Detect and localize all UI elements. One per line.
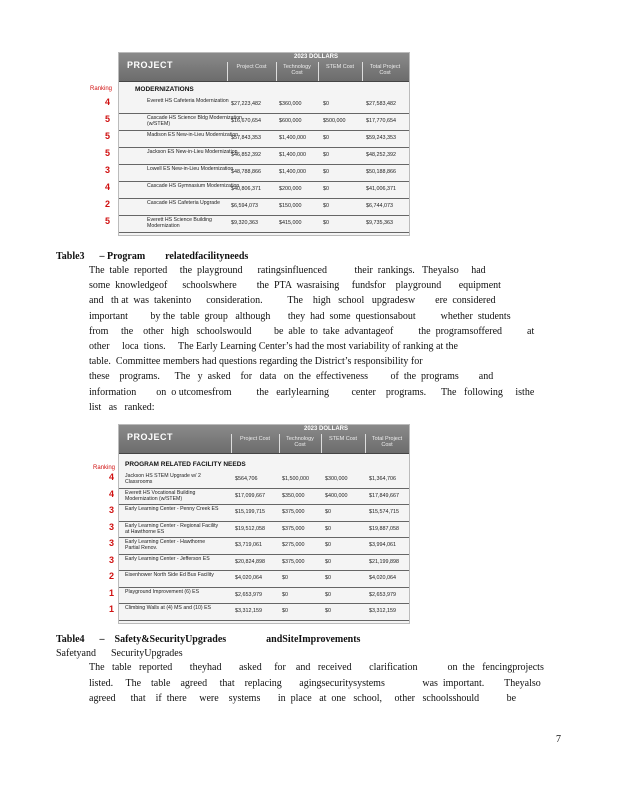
stem-cost-cell: $0 — [323, 220, 329, 226]
paragraph-line: listed. The table agreed that replacing agingsecuritysystems was important. Theyalso — [89, 677, 541, 689]
paragraph-line: important by the table group although they had some questionsabout whether students — [89, 310, 511, 322]
stem-cost-cell: $0 — [325, 575, 331, 581]
table4-heading: Table4 – Safety&SecurityUpgrades andSiteImprovements — [56, 634, 361, 645]
project-name: Jackson HS STEM Upgrade w/ 2 Classrooms — [125, 473, 201, 485]
table-row — [119, 587, 409, 605]
project-name: Cascade HS Gymnasium Modernization — [147, 183, 240, 189]
ranking-number: 5 — [105, 148, 111, 158]
project-name: Jackson ES New-in-Lieu Modernization — [147, 149, 238, 155]
project-cost-cell: $40,806,371 — [231, 186, 261, 192]
total-cost-cell: $19,887,058 — [369, 525, 399, 532]
table-row — [119, 164, 409, 182]
ranking-number: 2 — [109, 571, 115, 581]
project-cost-cell: $4,020,064 — [235, 575, 262, 581]
project-cost-cell: $20,824,898 — [235, 558, 265, 565]
table-row — [119, 603, 409, 621]
technology-cost-cell: $375,000 — [282, 525, 305, 532]
project-cost-cell: $2,653,979 — [235, 591, 262, 598]
col-project-cost: Project Cost — [236, 64, 267, 70]
section-title: MODERNIZATIONS — [135, 86, 194, 93]
ranking-number: 5 — [105, 216, 111, 226]
paragraph-line: and th at was takeninto consideration. The high school upgradesw ere considered — [89, 295, 496, 307]
stem-cost-cell: $300,000 — [325, 476, 348, 482]
ranking-number: 3 — [109, 554, 115, 565]
project-name: Everett HS Science Building Modernization — [147, 217, 212, 229]
total-cost-cell: $1,364,706 — [369, 476, 396, 482]
ranking-number: 3 — [109, 505, 115, 515]
total-cost-cell: $3,312,159 — [369, 608, 396, 614]
paragraph-line: these programs. The y asked for data on the effectiveness of the programs and — [89, 371, 494, 383]
project-cost-cell: $564,706 — [235, 476, 258, 482]
table-row — [119, 113, 409, 131]
table-row — [119, 96, 409, 114]
project-cost-cell: $15,199,715 — [235, 509, 265, 515]
technology-cost-cell: $0 — [282, 608, 288, 614]
total-cost-cell: $21,199,898 — [369, 558, 399, 565]
project-header: PROJECT — [127, 432, 174, 442]
technology-cost-cell: $600,000 — [279, 118, 302, 124]
table-row — [119, 130, 409, 148]
project-name: Everett HS Vocational Building Modernization (w/STEM) — [125, 489, 196, 502]
total-cost-cell: $17,849,667 — [369, 492, 399, 499]
project-name: Early Learning Center - Jefferson ES — [125, 555, 210, 562]
ranking-number: 2 — [105, 199, 111, 209]
table-row — [119, 488, 409, 506]
technology-cost-cell: $375,000 — [282, 558, 305, 565]
project-cost-cell: $6,594,073 — [231, 203, 258, 209]
stem-cost-cell: $0 — [325, 608, 331, 614]
paragraph-line: list as ranked: — [89, 401, 155, 413]
paragraph-line: table. Committee members had questions regarding the District’s responsibility for — [89, 356, 423, 368]
project-cost-cell: $57,843,353 — [231, 135, 261, 141]
stem-cost-cell: $0 — [325, 525, 331, 532]
ranking-number: 4 — [105, 182, 111, 192]
project-name: Early Learning Center - Regional Facility at Hawthorne ES — [125, 522, 219, 535]
total-cost-cell: $3,994,061 — [369, 542, 396, 548]
project-cost-cell: $3,719,061 — [235, 542, 262, 548]
technology-cost-cell: $1,500,000 — [282, 476, 309, 482]
table-row — [119, 215, 409, 233]
table-row — [119, 521, 409, 539]
ranking-label: Ranking — [93, 465, 116, 471]
project-cost-cell: $16,670,654 — [231, 118, 261, 124]
dollars-header: 2023 DOLLARS — [294, 54, 339, 60]
col-total-cost: Total Project Cost — [369, 64, 401, 76]
col-technology-cost: Technology Cost — [283, 64, 311, 76]
stem-cost-cell: $0 — [323, 186, 329, 192]
page-number: 7 — [556, 734, 561, 745]
modernizations-table-image — [118, 52, 410, 236]
technology-cost-cell: $1,400,000 — [279, 152, 306, 158]
project-name: Early Learning Center - Hawthorne Partial Renov. — [125, 539, 206, 551]
project-cost-cell: $9,320,363 — [231, 220, 258, 226]
project-name: Cascade HS Science Bldg Modernization (w/STEM) — [147, 115, 242, 127]
project-header: PROJECT — [127, 60, 174, 70]
paragraph-line: The table reported the playground ratingsinfluenced their rankings. Theyalso had — [89, 265, 486, 276]
project-name: Cascade HS Cafeteria Upgrade — [147, 200, 220, 206]
ranking-number: 3 — [109, 521, 115, 532]
stem-cost-cell: $0 — [325, 591, 331, 598]
stem-cost-cell: $0 — [325, 542, 331, 548]
project-cost-cell: $27,223,482 — [231, 101, 261, 107]
ranking-number: 1 — [109, 604, 115, 614]
table-row — [119, 570, 409, 588]
col-technology-cost: Technology Cost — [286, 436, 314, 448]
ranking-number: 1 — [109, 587, 115, 598]
paragraph-line: agreed that if there were systems in place at one school, other schoolsshould be — [89, 693, 517, 704]
table-header — [119, 425, 409, 454]
project-name: Madison ES New-in-Lieu Modernization — [147, 132, 239, 138]
paragraph-line: information on o utcomesfrom the earlylearning center programs. The following isthe — [89, 386, 535, 398]
technology-cost-cell: $415,000 — [279, 220, 302, 226]
ranking-number: 4 — [109, 472, 115, 482]
stem-cost-cell: $0 — [323, 135, 329, 141]
paragraph-line: some knowledgeof schoolswhere the PTA wasraising fundsfor playground equipment — [89, 280, 501, 292]
technology-cost-cell: $0 — [282, 575, 288, 581]
total-cost-cell: $4,020,064 — [369, 575, 396, 581]
table-row — [119, 504, 409, 522]
total-cost-cell: $27,583,482 — [366, 101, 396, 107]
col-stem-cost: STEM Cost — [325, 64, 355, 70]
technology-cost-cell: $1,400,000 — [279, 169, 306, 175]
total-cost-cell: $15,574,715 — [369, 509, 399, 515]
table-row — [119, 181, 409, 199]
technology-cost-cell: $0 — [282, 591, 288, 598]
table4-subheading: Safetyand SecurityUpgrades — [56, 648, 183, 659]
project-cost-cell: $17,099,667 — [235, 492, 265, 499]
ranking-number: 3 — [109, 538, 115, 548]
ranking-label: Ranking — [90, 86, 113, 92]
ranking-number: 5 — [105, 131, 111, 141]
section-title: PROGRAM RELATED FACILITY NEEDS — [125, 461, 246, 468]
stem-cost-cell: $0 — [323, 169, 329, 175]
project-cost-cell: $48,788,866 — [231, 169, 261, 175]
table-header — [119, 53, 409, 82]
table-row — [119, 537, 409, 555]
technology-cost-cell: $1,400,000 — [279, 135, 306, 141]
project-cost-cell: $46,852,392 — [231, 152, 261, 158]
stem-cost-cell: $500,000 — [323, 118, 346, 124]
stem-cost-cell: $0 — [323, 203, 329, 209]
project-name: Early Learning Center - Penny Creek ES — [125, 506, 219, 512]
project-cost-cell: $19,512,058 — [235, 525, 265, 532]
stem-cost-cell: $0 — [323, 101, 329, 107]
project-name: Climbing Walls at (4) MS and (10) ES — [125, 605, 212, 611]
col-project-cost: Project Cost — [240, 436, 270, 442]
dollars-header: 2023 DOLLARS — [304, 426, 349, 432]
total-cost-cell: $2,653,979 — [369, 591, 396, 598]
project-name: Playground Improvement (6) ES — [125, 588, 200, 595]
ranking-number: 5 — [105, 114, 111, 124]
total-cost-cell: $17,770,654 — [366, 118, 396, 124]
total-cost-cell: $6,744,073 — [366, 203, 393, 209]
total-cost-cell: $9,735,363 — [366, 220, 393, 226]
technology-cost-cell: $375,000 — [282, 509, 305, 515]
total-cost-cell: $41,006,371 — [366, 186, 396, 192]
technology-cost-cell: $150,000 — [279, 203, 302, 209]
ranking-number: 4 — [109, 488, 115, 499]
stem-cost-cell: $0 — [325, 509, 331, 515]
technology-cost-cell: $200,000 — [279, 186, 302, 192]
table3-heading: Table3 – Program relatedfacilityneeds — [56, 251, 249, 262]
project-name: Everett HS Cafeteria Modernization — [147, 98, 229, 104]
project-name: Eisenhower North Side Ed Bus Facility — [125, 572, 214, 578]
ranking-number: 3 — [105, 165, 111, 175]
paragraph-line: The table reported theyhad asked for and received clarification on the fencingprojects — [89, 662, 544, 673]
stem-cost-cell: $400,000 — [325, 492, 348, 499]
stem-cost-cell: $0 — [323, 152, 329, 158]
table-row — [119, 554, 409, 572]
paragraph-line: from the other high schoolswould be able to take advantageof the programsoffered at — [89, 325, 535, 337]
technology-cost-cell: $360,000 — [279, 101, 302, 107]
technology-cost-cell: $275,000 — [282, 542, 305, 548]
table-row — [119, 198, 409, 216]
total-cost-cell: $48,252,392 — [366, 152, 396, 158]
ranking-number: 4 — [105, 97, 111, 107]
col-stem-cost: STEM Cost — [328, 436, 358, 442]
total-cost-cell: $59,243,353 — [366, 135, 396, 141]
table-row — [119, 147, 409, 165]
technology-cost-cell: $350,000 — [282, 492, 305, 499]
stem-cost-cell: $0 — [325, 558, 331, 565]
table-row — [119, 471, 409, 489]
col-total-cost: Total Project Cost — [371, 436, 403, 448]
project-name: Lowell ES New-in-Lieu Modernization — [147, 166, 234, 172]
project-cost-cell: $3,312,159 — [235, 608, 262, 614]
paragraph-line: other loca tions. The Early Learning Center’s had the most variability of ranking at the — [89, 341, 458, 352]
total-cost-cell: $50,188,866 — [366, 169, 396, 175]
program-facility-table-image — [118, 424, 410, 624]
